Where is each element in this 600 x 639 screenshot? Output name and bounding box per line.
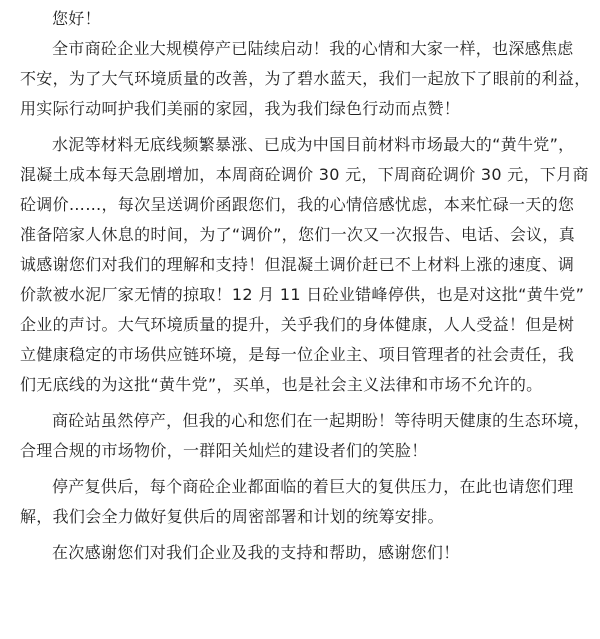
paragraph-line: 准备陪家人休息的时间，为了“调价”，您们一次又一次报告、电话、会议，真	[20, 225, 576, 244]
paragraph-line: 混凝土成本每天急剧增加，本周商砼调价 30 元，下周商砼调价 30 元，下月商	[20, 165, 589, 184]
paragraph-line: 诚感谢您们对我们的理解和支持！但混凝土调价赶已不上材料上涨的速度、调	[20, 255, 575, 274]
letter-body	[20, 34, 591, 568]
paragraph-line: 水泥等材料无底线频繁暴涨、已成为中国目前材料市场最大的“黄牛党”，	[52, 135, 575, 154]
paragraph-line: 价款被水泥厂家无情的掠取！12 月 11 日砼业错峰停供，也是对这批“黄牛党”	[20, 285, 585, 304]
paragraph-line: 全市商砼企业大规模停产已陆续启动！我的心情和大家一样，也深感焦虑	[52, 39, 574, 58]
paragraph	[20, 472, 586, 532]
paragraph	[20, 130, 589, 400]
paragraph-line: 不安，为了大气环境质量的改善，为了碧水蓝天，我们一起放下了眼前的利益，	[20, 69, 591, 88]
paragraph-line: 商砼站虽然停产，但我的心和您们在一起期盼！等待明天健康的生态环境，	[52, 411, 590, 430]
paragraph-line: 用实际行动呵护我们美丽的家园，我为我们绿色行动而点赞！	[20, 99, 461, 118]
paragraph	[20, 406, 590, 466]
paragraph-line: 立健康稳定的市场供应链环境，是每一位企业主、项目管理者的社会责任，我	[20, 345, 575, 364]
paragraph-line: 企业的声讨。大气环境质量的提升，关乎我们的身体健康，人人受益！但是树	[20, 315, 575, 334]
paragraph	[20, 538, 586, 568]
paragraph-line: 砼调价……，每次呈送调价函跟您们，我的心情倍感忧虑，本来忙碌一天的您	[20, 195, 575, 214]
paragraph-line: 们无底线的为这批“黄牛党”，买单，也是社会主义法律和市场不允许的。	[20, 375, 543, 394]
greeting: 您好！	[52, 9, 101, 28]
paragraph-line: 停产复供后，每个商砼企业都面临的着巨大的复供压力，在此也请您们理	[52, 477, 574, 496]
paragraph-line: 在次感谢您们对我们企业及我的支持和帮助，感谢您们！	[52, 543, 460, 562]
paragraph-line: 合理合规的市场物价，一群阳关灿烂的建设者们的笑脸！	[20, 441, 428, 460]
paragraph-line: 解，我们会全力做好复供后的周密部署和计划的统筹安排。	[20, 507, 444, 526]
paragraph	[20, 34, 591, 124]
